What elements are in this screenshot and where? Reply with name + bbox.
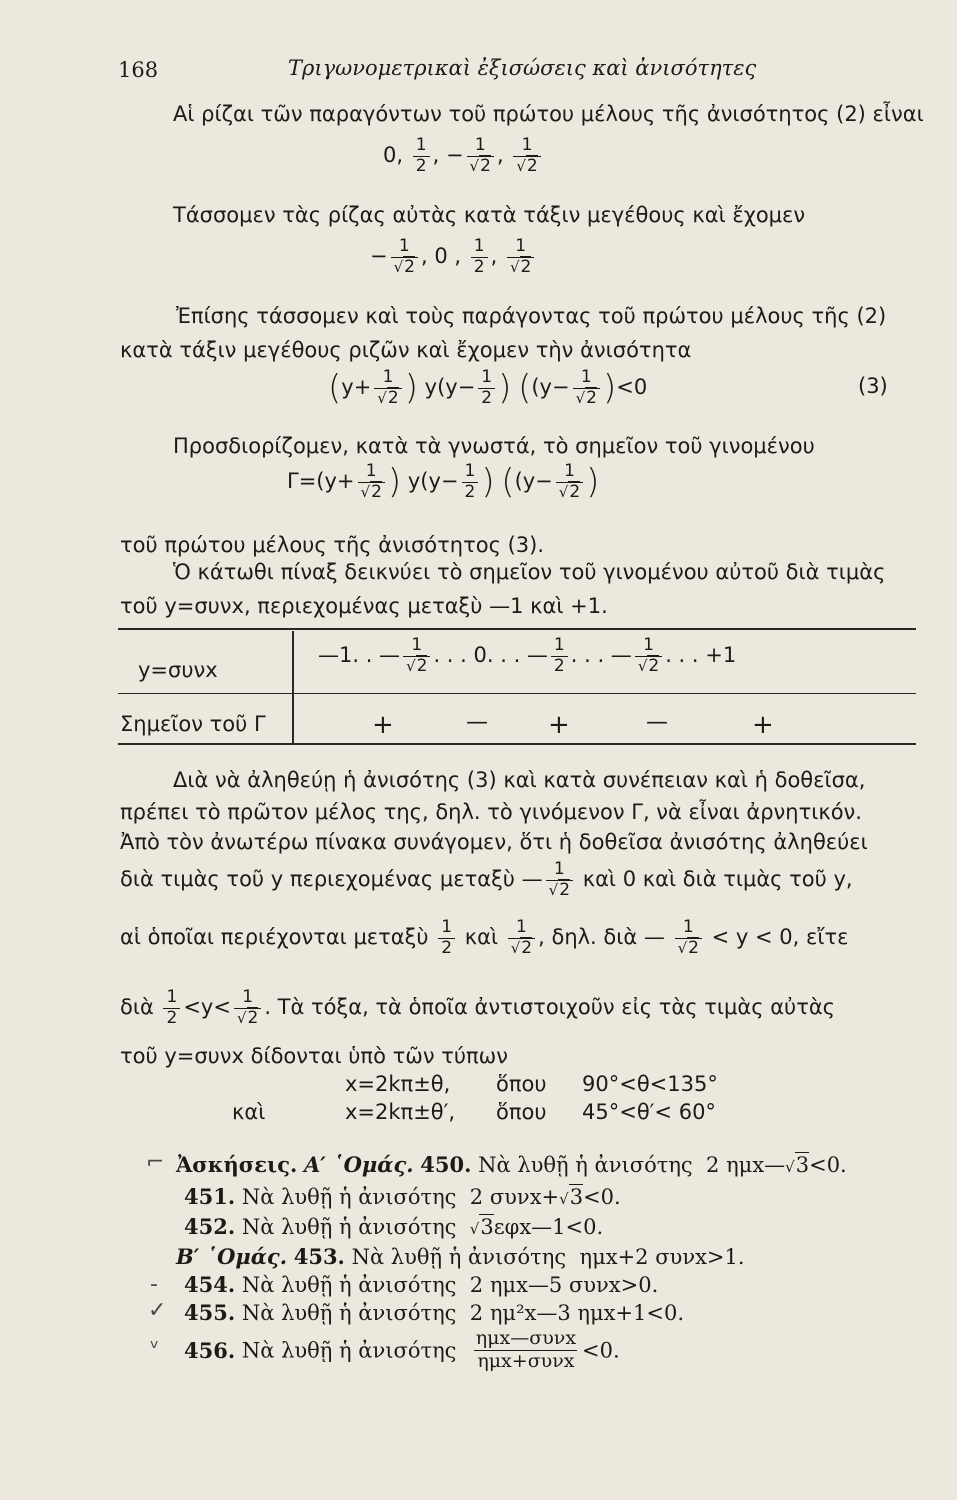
formula-1-where: ὅπου: [496, 1072, 547, 1096]
formula-1: x=2kπ±θ,: [345, 1072, 451, 1096]
table-sign: +: [752, 710, 774, 740]
fraction: $\frac{1}{2}$: [438, 918, 455, 958]
exercise-453: Β′ ῾Ομάς. 453. Νὰ λυθῇ ἡ ἀνισότης ημx+2 συνx>1.: [176, 1244, 745, 1269]
table-label-sign: Σημεῖον τοῦ Γ: [120, 712, 266, 736]
text-line: Τάσσομεν τὰς ρίζας αὐτὰς κατὰ τάξιν μεγέθους καὶ ἔχομεν: [173, 203, 806, 227]
fraction: $\frac{1}{√2}$: [467, 136, 494, 176]
gamma-product: Γ=(y+ $\frac{1}{√2}$ ) y(y− $\frac{1}{2}$ ) ((y− $\frac{1}{√2}$ ): [287, 461, 600, 503]
fraction: $\frac{1}{2}$: [462, 462, 479, 502]
text-line: κατὰ τάξιν μεγέθους ριζῶν καὶ ἔχομεν τὴν ἀνισότητα: [120, 338, 692, 362]
table-rule: [118, 628, 916, 630]
fraction: $\frac{1}{2}$: [471, 237, 488, 277]
text-line: πρέπει τὸ πρῶτον μέλος της, δηλ. τὸ γινόμενον Γ, νὰ εἶναι ἀρνητικόν.: [120, 800, 862, 824]
fraction: $\frac{1}{2}$: [163, 988, 180, 1028]
margin-mark: -: [150, 1272, 158, 1297]
fraction: $\frac{1}{2}$: [478, 368, 495, 408]
text-line: Διὰ νὰ ἀληθεύῃ ἡ ἀνισότης (3) καὶ κατὰ συνέπειαν καὶ ἡ δοθεῖσα,: [173, 768, 866, 792]
page-number: 168: [118, 58, 159, 82]
margin-check-mark: ✓: [148, 1298, 167, 1323]
formula-2: x=2kπ±θ′,: [345, 1100, 456, 1124]
fraction: $\frac{1}{√2}$: [358, 462, 385, 502]
table-divider: [292, 631, 294, 743]
formula-conj: καὶ: [232, 1100, 266, 1124]
roots-list: 0, $\frac{1}{2}$ , − $\frac{1}{√2}$ , $\frac{1}{√2}$: [383, 136, 544, 176]
fraction: $\frac{\text{ημx—συνx}}{\text{ημx+συνx}}$: [475, 1327, 577, 1372]
root-zero: 0,: [383, 143, 404, 168]
exercise-455: 455. Νὰ λυθῇ ἡ ἀνισότης 2 ημ²x—3 ημx+1<0.: [184, 1300, 685, 1325]
text-line: Προσδιορίζομεν, κατὰ τὰ γνωστά, τὸ σημεῖον τοῦ γινομένου: [173, 434, 815, 458]
formula-1-range: 90°<θ<135°: [582, 1072, 718, 1096]
fraction: $\frac{1}{√2}$: [234, 988, 261, 1028]
inequality-3: (y+ $\frac{1}{√2}$ ) y(y− $\frac{1}{2}$ ) ((y− $\frac{1}{√2}$ )<0: [328, 367, 648, 409]
exercise-456: 456. Νὰ λυθῇ ἡ ἀνισότης $\frac{\text{ημx—συνx}}{\text{ημx+συνx}}$ <0.: [184, 1327, 620, 1372]
fraction: $\frac{1}{√2}$: [508, 918, 535, 958]
table-sign: —: [646, 710, 668, 735]
text-line: διὰ τιμὰς τοῦ y περιεχομένας μεταξὺ — $\frac{1}{√2}$ καὶ 0 καὶ διὰ τιμὰς τοῦ y,: [120, 859, 853, 900]
table-sign: +: [372, 710, 394, 740]
fraction: $\frac{1}{√2}$: [635, 636, 662, 676]
text-line: τοῦ y=συνx δίδονται ὑπὸ τῶν τύπων: [120, 1044, 508, 1068]
table-sign: —: [466, 710, 488, 735]
fraction: $\frac{1}{√2}$: [507, 237, 534, 277]
ordered-roots: − $\frac{1}{√2}$ , 0 , $\frac{1}{2}$ , $\frac{1}{√2}$: [370, 237, 537, 277]
fraction: $\frac{1}{√2}$: [374, 368, 401, 408]
text-line: διὰ $\frac{1}{2}$ <y< $\frac{1}{√2}$ . Τὰ τόξα, τὰ ὁποῖα ἀντιστοιχοῦν εἰς τὰς τιμὰς αὐτὰς: [120, 987, 836, 1028]
fraction: $\frac{1}{2}$: [551, 636, 568, 676]
fraction: $\frac{1}{√2}$: [391, 237, 418, 277]
table-rule: [118, 743, 916, 745]
fraction: $\frac{1}{√2}$: [513, 136, 540, 176]
fraction: $\frac{1}{√2}$: [546, 860, 573, 900]
formula-2-where: ὅπου: [496, 1100, 547, 1124]
table-rule: [118, 693, 916, 694]
margin-mark: ᵛ: [150, 1336, 160, 1361]
exercise-454: 454. Νὰ λυθῇ ἡ ἀνισότης 2 ημx—5 συνx>0.: [184, 1272, 659, 1297]
text-line: Ἐπίσης τάσσομεν καὶ τοὺς παράγοντας τοῦ πρώτου μέλους τῆς (2): [176, 304, 887, 328]
text-line: Ἀπὸ τὸν ἀνωτέρω πίνακα συνάγομεν, ὅτι ἡ δοθεῖσα ἀνισότης ἀληθεύει: [120, 830, 868, 854]
fraction: $\frac{1}{2}$: [413, 136, 430, 176]
exercise-450: Ἀσκήσεις. Α′ ῾Ομάς. 450. Νὰ λυθῇ ἡ ἀνισότης 2 ημx—√3<0.: [176, 1152, 847, 1177]
exercise-452: 452. Νὰ λυθῇ ἡ ἀνισότης √3εφx—1<0.: [184, 1214, 604, 1239]
table-sign: +: [548, 710, 570, 740]
margin-mark: ⌐: [146, 1150, 165, 1175]
table-values-row: —1. . — $\frac{1}{√2}$ . . . 0. . . — $\frac{1}{2}$ . . . — $\frac{1}{√2}$ . . . +1: [318, 635, 737, 676]
text-line: Ὁ κάτωθι πίναξ δεικνύει τὸ σημεῖον τοῦ γινομένου αὐτοῦ διὰ τιμὰς: [173, 560, 886, 584]
text-line: αἱ ὁποῖαι περιέχονται μεταξὺ $\frac{1}{2}$ καὶ $\frac{1}{√2}$ , δηλ. διὰ — $\frac{1}{√2}$ < y < 0, εἴτε: [120, 917, 849, 958]
running-title: Τριγωνομετρικαὶ ἐξισώσεις καὶ ἀνισότητες: [288, 56, 757, 80]
text-line: τοῦ y=συνx, περιεχομένας μεταξὺ —1 καὶ +1.: [120, 594, 608, 618]
fraction: $\frac{1}{√2}$: [675, 918, 702, 958]
exercise-451: 451. Νὰ λυθῇ ἡ ἀνισότης 2 συνx+√3<0.: [184, 1184, 621, 1209]
table-label-y: y=συνx: [138, 658, 218, 682]
formula-2-range: 45°<θ′< 60°: [582, 1100, 716, 1124]
equation-label: (3): [858, 374, 888, 398]
fraction: $\frac{1}{√2}$: [573, 368, 600, 408]
fraction: $\frac{1}{√2}$: [556, 462, 583, 502]
fraction: $\frac{1}{√2}$: [403, 636, 430, 676]
text-line: Αἱ ρίζαι τῶν παραγόντων τοῦ πρώτου μέλους τῆς ἀνισότητος (2) εἶναι: [173, 102, 924, 126]
text-line: τοῦ πρώτου μέλους τῆς ἀνισότητος (3).: [120, 533, 544, 557]
